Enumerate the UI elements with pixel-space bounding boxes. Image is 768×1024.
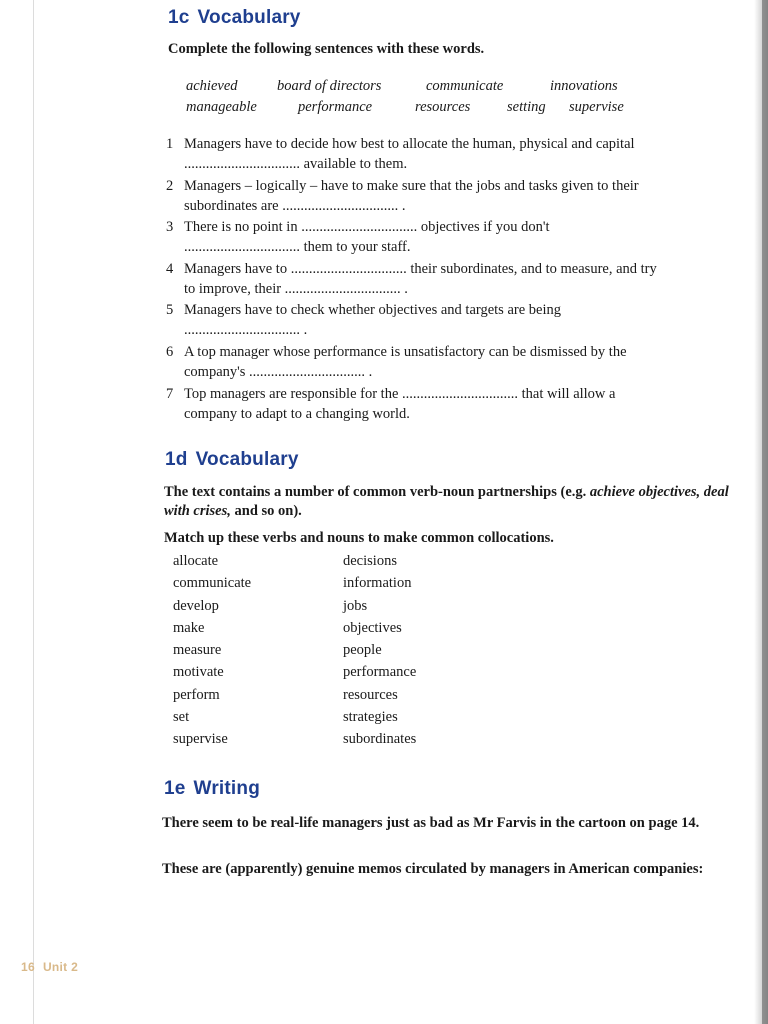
- word-item: achieved: [186, 78, 238, 94]
- verb-item: supervise: [173, 731, 228, 748]
- noun-item: information: [343, 575, 412, 592]
- verb-item: set: [173, 709, 190, 726]
- sentence-2: [166, 176, 766, 216]
- intro-text-end: and so on).: [230, 503, 302, 519]
- section-1d-instruction: Match up these verbs and nouns to make common collocations.: [164, 530, 554, 546]
- page-margin-rule: [33, 0, 34, 1024]
- collocation-row: [173, 639, 416, 661]
- collocation-row: [173, 684, 416, 706]
- verb-item: make: [173, 619, 205, 636]
- section-number: 1c: [168, 7, 190, 28]
- section-1e-paragraph-1: There seem to be real-life managers just as bad as Mr Farvis in the cartoon on page 14.: [162, 815, 700, 831]
- collocation-row: [173, 661, 416, 683]
- section-1d-heading: [165, 449, 299, 471]
- noun-item: decisions: [343, 553, 397, 569]
- sentence-number: 6: [166, 344, 174, 360]
- word-item: setting: [507, 99, 546, 115]
- word-row-2: [186, 97, 656, 118]
- verb-item: allocate: [173, 553, 219, 569]
- sentence-number: 3: [166, 219, 174, 235]
- verb-item: motivate: [173, 664, 224, 681]
- section-1c-heading: [168, 7, 301, 29]
- collocation-row: [173, 728, 416, 750]
- sentence-text: Managers have to check whether objectives and targets are being ................................ .: [184, 302, 561, 338]
- section-1e-paragraph-2: These are (apparently) genuine memos circulated by managers in American companies:: [162, 861, 704, 877]
- word-item: communicate: [426, 78, 504, 94]
- sentence-text: Managers have to ................................ their subordinates, and to measure, and try to improve, their ................................ .: [184, 261, 657, 297]
- collocation-row: [173, 595, 416, 617]
- sentence-text: A top manager whose performance is unsatisfactory can be dismissed by the company's ................................ .: [184, 344, 627, 380]
- sentence-text: Managers – logically – have to make sure that the jobs and tasks given to their subordinates are ................................ .: [184, 178, 639, 214]
- word-row-1: [186, 76, 656, 97]
- collocation-table: [173, 550, 416, 751]
- noun-item: jobs: [343, 597, 368, 614]
- sentence-5: [166, 300, 766, 340]
- collocation-row: [173, 617, 416, 639]
- sentence-text: Top managers are responsible for the ................................ that will allow a company to adapt to a changing world.: [184, 386, 616, 422]
- page-number: 16: [21, 960, 35, 974]
- sentence-text: Managers have to decide how best to allocate the human, physical and capital ................................ available to them.: [184, 136, 635, 172]
- verb-item: communicate: [173, 575, 252, 592]
- sentence-number: 5: [166, 302, 174, 318]
- sentence-number: 7: [166, 386, 174, 402]
- section-1e-heading: [164, 778, 260, 800]
- unit-label: Unit 2: [42, 960, 79, 974]
- intro-example: achieve objectives, deal with crises,: [164, 484, 729, 519]
- sentence-6: [166, 342, 766, 382]
- sentence-number: 4: [166, 261, 174, 277]
- word-item: board of directors: [277, 78, 382, 94]
- noun-item: resources: [343, 686, 398, 703]
- word-item: performance: [298, 99, 373, 115]
- collocation-row: [173, 706, 416, 728]
- sentence-3: [166, 217, 766, 257]
- section-number: 1e: [164, 778, 186, 799]
- section-1d-intro: [164, 483, 734, 521]
- noun-item: subordinates: [343, 731, 417, 748]
- noun-item: strategies: [343, 709, 398, 726]
- verb-item: perform: [173, 686, 220, 703]
- intro-text: The text contains a number of common verb-noun partnerships (e.g.: [164, 484, 590, 500]
- page-footer: [21, 960, 78, 974]
- section-title: Vocabulary: [195, 449, 299, 470]
- verb-item: measure: [173, 642, 222, 659]
- noun-item: objectives: [343, 619, 402, 636]
- section-title: Writing: [193, 778, 261, 799]
- section-title: Vocabulary: [197, 7, 301, 28]
- sentence-4: [166, 259, 766, 299]
- sentence-1: [166, 134, 766, 174]
- word-item: resources: [415, 99, 471, 115]
- section-number: 1d: [165, 449, 188, 470]
- word-item: supervise: [569, 99, 624, 115]
- word-item: innovations: [550, 78, 618, 94]
- collocation-row: [173, 550, 416, 572]
- verb-item: develop: [173, 597, 219, 614]
- sentence-7: [166, 384, 766, 424]
- sentence-number: 2: [166, 178, 174, 194]
- sentence-number: 1: [166, 136, 174, 152]
- collocation-row: [173, 572, 416, 594]
- section-1c-instruction: Complete the following sentences with these words.: [168, 41, 485, 57]
- noun-item: performance: [343, 664, 417, 681]
- word-box: [186, 76, 656, 118]
- sentence-text: There is no point in ................................ objectives if you don't ................................ them to your staff.: [184, 219, 550, 255]
- noun-item: people: [343, 642, 382, 659]
- word-item: manageable: [186, 99, 257, 115]
